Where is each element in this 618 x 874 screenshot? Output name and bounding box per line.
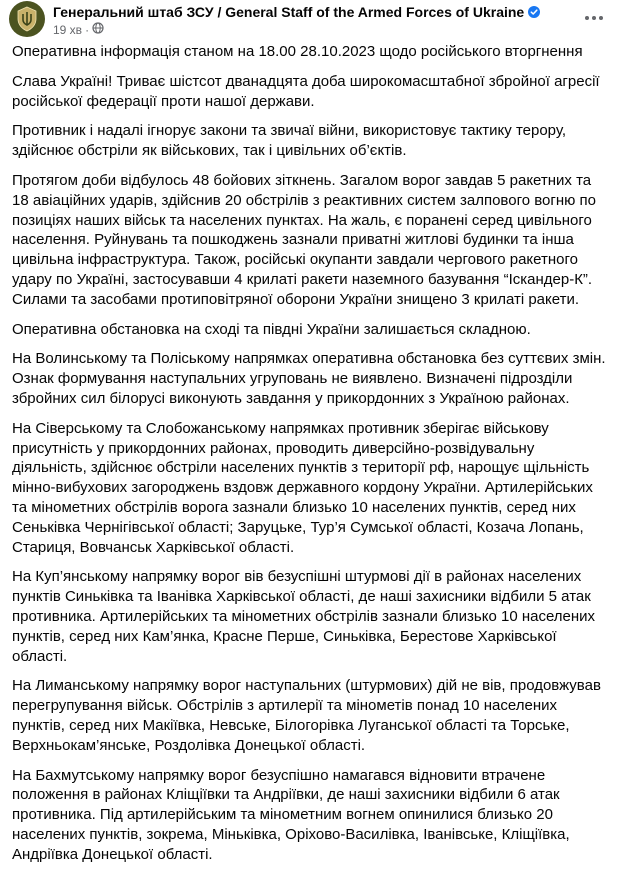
post-body — [12, 42, 606, 874]
post-paragraph: Протягом доби відбулось 48 бойових зіткнень. Загалом ворог завдав 5 ракетних та 18 авіаційних ударів, здійснив 20 обстрілів з реактивних систем залпового вогню по позиціях наших військ та населених пунктах. На жаль, є поранені серед цивільного населення. Руйнувань та пошкоджень зазнали приватні житлові будинки та інша цивільна інфраструктура. Також, російські окупанти завдали чергового ракетного удару по Україні, застосувавши 4 крилаті ракети наземного базування “Іскандер-К”. Силами та засобами протиповітряної оборони України знищено 3 крилаті ракети. — [12, 171, 597, 308]
post-paragraph: Противник і надалі ігнорує закони та звичаї війни, використовує тактику терору, здійснює обстріли як військових, так і цивільних об’єктів. — [12, 122, 567, 160]
post-paragraph: На Сіверському та Слобожанському напрямках противник зберігає військову присутність у прикордонних районах, проводить диверсійно-розвідувальну діяльність, здійснює обстріли населених пунктів з території рф, нарощує щільність мінно-вибухових загороджень вздовж державного кордону України. Артилерійських та мінометних обстрілів ворога зазнали близько 10 населених пунктів, серед них Сеньківка Чернігівської області; Заруцьке, Тур’я Сумської області, Козача Лопань, Стариця, Вовчанськ Харківської області. — [12, 419, 593, 556]
post-paragraph: Оперативна обстановка на сході та півдні України залишається складною. — [12, 320, 531, 338]
post-paragraph: На Куп’янському напрямку ворог вів безуспішні штурмові дії в районах населених пунктів Синьківка та Іванівка Харківської області, де наші захисники відбили 5 атак противника. Артилерійських та мінометних обстрілів зазнали близько 10 населених пунктів, серед них Кам’янка, Красне Перше, Синьківка, Берестове Харківської області. — [12, 568, 596, 665]
more-options-button[interactable] — [582, 6, 606, 30]
page-name[interactable] — [53, 4, 540, 20]
more-horizontal-icon — [584, 15, 604, 21]
general-staff-emblem-icon — [16, 6, 38, 32]
post-header — [0, 0, 618, 42]
post-paragraph: На Бахмутському напрямку ворог безуспішно намагався відновити втрачене положення в районах Кліщіївки та Андріївки, де наші захисники відбили 6 атак противника. Під артилерійським та мінометним вогнем опинилися близько 20 населених пунктів, зокрема, Міньківка, Оріхово-Василівка, Іванівське, Кліщіївка, Андріївка Донецької області. — [12, 766, 570, 863]
post-paragraph: Оперативна інформація станом на 18.00 28.10.2023 щодо російського вторгнення — [12, 43, 583, 60]
verified-badge-icon — [528, 6, 540, 18]
post-paragraph: На Лиманському напрямку ворог наступальних (штурмових) дій не вів, продовжував перегрупування військ. Обстрілів з артилерії та мінометів понад 10 населених пунктів, серед них Макіївка, Невське, Білогорівка Луганської області та Торське, Верхньокам’янське, Роздолівка Донецької області. — [12, 677, 601, 754]
globe-icon[interactable] — [92, 22, 104, 37]
post-meta — [53, 22, 104, 37]
post-paragraph: Слава Україні! Триває шістсот дванадцята доба широкомасштабної збройної агресії російської федерації проти нашої держави. — [12, 72, 600, 110]
avatar[interactable] — [9, 1, 45, 37]
page-name-text[interactable]: Генеральний штаб ЗСУ / General Staff of the Armed Forces of Ukraine — [53, 4, 525, 20]
meta-separator: · — [85, 22, 90, 37]
post-timestamp[interactable]: 19 хв — [53, 22, 83, 37]
post-paragraph: На Волинському та Поліському напрямках оперативна обстановка без суттєвих змін. Ознак формування наступальних угруповань не виявлено. Визначені підрозділи збройних сил білорусі виконують завдання у прикордонних з Україною районах. — [12, 350, 606, 407]
